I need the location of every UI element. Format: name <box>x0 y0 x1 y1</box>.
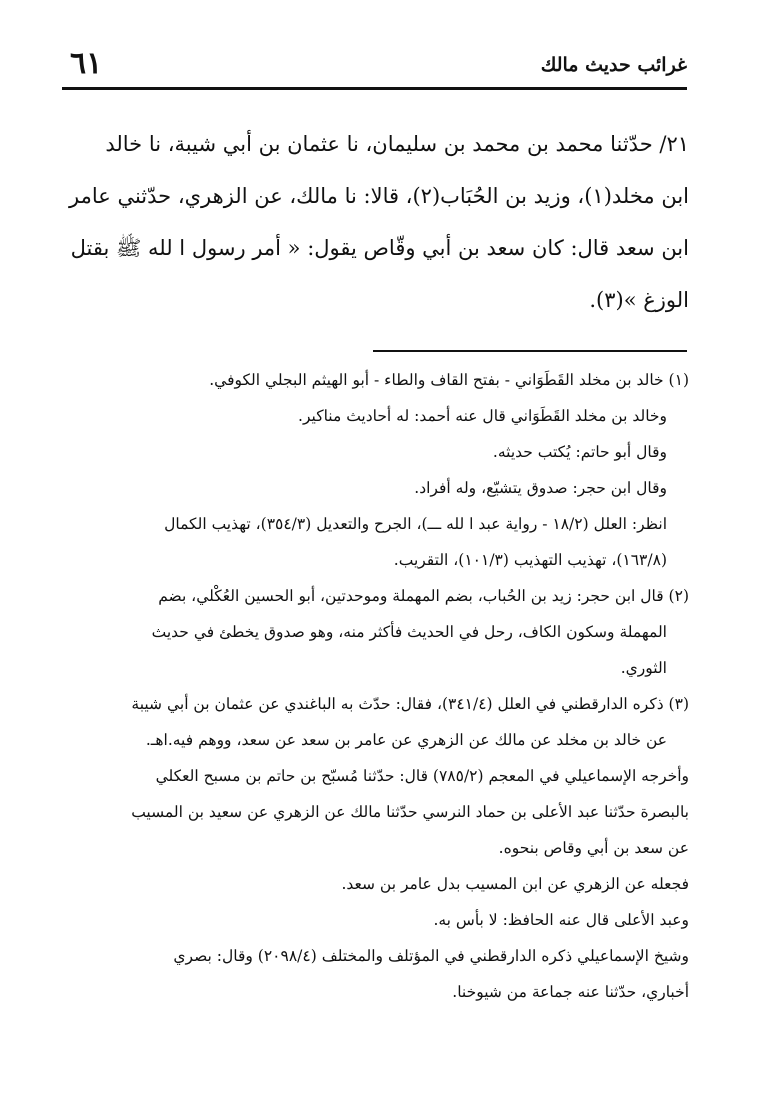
footnote-line: (١٦٣/٨)، تهذيب التهذيب (١٠١/٣)، التقريب. <box>393 551 667 569</box>
hadith-line: الوزغ »(٣). <box>589 288 689 312</box>
page-header <box>62 46 687 86</box>
footnote-line: فجعله عن الزهري عن ابن المسيب بدل عامر بن سعد. <box>341 875 689 893</box>
footnote-line: أخباري، حدّثنا عنه جماعة من شيوخنا. <box>452 983 689 1001</box>
footnote-line: وخالد بن مخلد القَطَوَاني قال عنه أحمد: له أحاديث مناكير. <box>298 407 667 425</box>
footnote-line: عن سعد بن أبي وقاص بنحوه. <box>498 839 689 857</box>
footnote-line: وشيخ الإسماعيلي ذكره الدارقطني في المؤتلف والمختلف (٢٠٩٨/٤) وقال: بصري <box>173 947 689 965</box>
hadith-line: ٢١/ حدّثنا محمد بن محمد بن سليمان، نا عثمان بن أبي شيبة، نا خالد <box>105 132 689 156</box>
hadith-text <box>58 118 689 326</box>
footnote-line: بالبصرة حدّثنا عبد الأعلى بن حماد النرسي حدّثنا مالك عن الزهري عن سعيد بن المسيب <box>131 803 689 821</box>
header-rule <box>62 87 687 90</box>
footnote-rule <box>373 350 687 352</box>
footnote-line: المهملة وسكون الكاف، رحل في الحديث فأكثر منه، وهو صدوق يخطئ في حديث <box>151 623 667 641</box>
footnote-line: (٣) ذكره الدارقطني في العلل (٣٤١/٤)، فقال: حدّث به الباغندي عن عثمان بن أبي شيبة <box>131 695 689 713</box>
footnote-line: الثوري. <box>620 659 667 677</box>
footnote-line: وقال ابن حجر: صدوق يتشيّع، وله أفراد. <box>414 479 667 497</box>
footnote-line: انظر: العلل (١٨/٢ - رواية عبد ا لله ـــ)، الجرح والتعديل (٣٥٤/٣)، تهذيب الكمال <box>164 515 667 533</box>
footnote-line: (٢) قال ابن حجر: زيد بن الحُباب، بضم المهملة وموحدتين، أبو الحسين العُكْلي، بضم <box>158 587 689 605</box>
footnotes <box>58 362 689 1010</box>
footnote-line: عن خالد بن مخلد عن مالك عن الزهري عن عامر بن سعد عن سعد، ووهم فيه.اهـ. <box>145 731 667 749</box>
footnote-line: وأخرجه الإسماعيلي في المعجم (٧٨٥/٢) قال: حدّثنا مُسبّح بن حاتم بن مسبح العكلي <box>155 767 689 785</box>
footnote-line: وقال أبو حاتم: يُكتب حديثه. <box>492 443 667 461</box>
running-title: غرائب حديث مالك <box>540 54 687 76</box>
hadith-line: ابن سعد قال: كان سعد بن أبي وقّاص يقول: « أمر رسول ا لله ﷺ بقتل <box>70 236 689 260</box>
hadith-line: ابن مخلد(١)، وزيد بن الحُبَاب(٢)، قالا: نا مالك، عن الزهري، حدّثني عامر <box>69 184 689 208</box>
page-number: ٦١ <box>70 46 103 81</box>
footnote-line: (١) خالد بن مخلد القَطَوَاني - بفتح القاف والطاء - أبو الهيثم البجلي الكوفي. <box>209 371 689 389</box>
footnote-line: وعبد الأعلى قال عنه الحافظ: لا بأس به. <box>433 911 689 929</box>
